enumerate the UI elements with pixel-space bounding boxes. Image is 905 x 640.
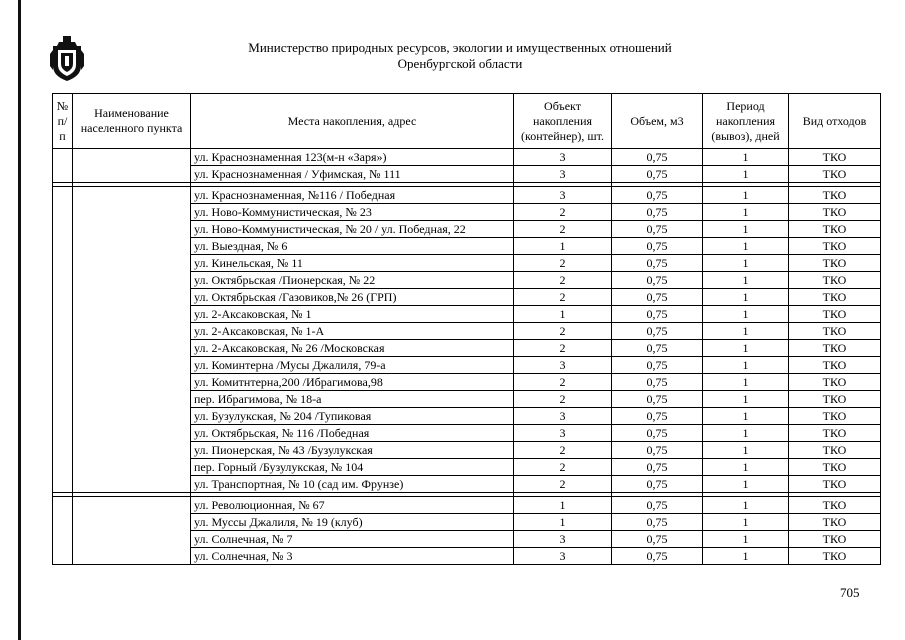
header-volume: Объем, м3 xyxy=(612,94,703,149)
period-cell: 1 xyxy=(703,255,789,272)
waste-type-cell: ТКО xyxy=(789,391,881,408)
period-cell: 1 xyxy=(703,548,789,565)
address-cell: ул. Ново-Коммунистическая, № 23 xyxy=(191,204,514,221)
header-settlement: Наименование населенного пункта xyxy=(73,94,191,149)
period-cell: 1 xyxy=(703,459,789,476)
period-cell: 1 xyxy=(703,531,789,548)
volume-cell: 0,75 xyxy=(612,306,703,323)
volume-cell: 0,75 xyxy=(612,204,703,221)
period-cell: 1 xyxy=(703,497,789,514)
volume-cell: 0,75 xyxy=(612,166,703,183)
waste-type-cell: ТКО xyxy=(789,255,881,272)
table-body xyxy=(53,149,881,565)
containers-cell: 3 xyxy=(514,425,612,442)
table-row xyxy=(53,149,881,166)
volume-cell: 0,75 xyxy=(612,408,703,425)
address-cell: ул. 2-Аксаковская, № 1-А xyxy=(191,323,514,340)
address-cell: ул. Революционная, № 67 xyxy=(191,497,514,514)
waste-sites-table xyxy=(52,93,881,565)
volume-cell: 0,75 xyxy=(612,340,703,357)
waste-type-cell: ТКО xyxy=(789,497,881,514)
containers-cell: 2 xyxy=(514,442,612,459)
waste-type-cell: ТКО xyxy=(789,306,881,323)
header-line-2: Оренбургской области xyxy=(397,56,523,71)
volume-cell: 0,75 xyxy=(612,255,703,272)
address-cell: ул. Пионерская, № 43 /Бузулукская xyxy=(191,442,514,459)
period-cell: 1 xyxy=(703,187,789,204)
waste-type-cell: ТКО xyxy=(789,374,881,391)
period-cell: 1 xyxy=(703,166,789,183)
containers-cell: 3 xyxy=(514,166,612,183)
period-cell: 1 xyxy=(703,374,789,391)
containers-cell: 2 xyxy=(514,272,612,289)
table-header-row xyxy=(53,94,881,149)
waste-type-cell: ТКО xyxy=(789,476,881,493)
waste-type-cell: ТКО xyxy=(789,323,881,340)
address-cell: ул. Комитнтерна,200 /Ибрагимова,98 xyxy=(191,374,514,391)
period-cell: 1 xyxy=(703,476,789,493)
waste-type-cell: ТКО xyxy=(789,531,881,548)
address-cell: ул. Коминтерна /Мусы Джалиля, 79-а xyxy=(191,357,514,374)
period-cell: 1 xyxy=(703,514,789,531)
volume-cell: 0,75 xyxy=(612,221,703,238)
period-cell: 1 xyxy=(703,306,789,323)
settlement-cell xyxy=(73,149,191,183)
address-cell: ул. Солнечная, № 3 xyxy=(191,548,514,565)
containers-cell: 2 xyxy=(514,323,612,340)
address-cell: ул. Солнечная, № 7 xyxy=(191,531,514,548)
header-line-1: Министерство природных ресурсов, экологии и имущественных отношений xyxy=(248,40,672,55)
volume-cell: 0,75 xyxy=(612,323,703,340)
containers-cell: 1 xyxy=(514,514,612,531)
page-number: 705 xyxy=(840,585,860,600)
period-cell: 1 xyxy=(703,442,789,459)
waste-type-cell: ТКО xyxy=(789,340,881,357)
waste-type-cell: ТКО xyxy=(789,272,881,289)
address-cell: пер. Ибрагимова, № 18-а xyxy=(191,391,514,408)
orenburg-coat-of-arms-icon xyxy=(50,36,84,82)
period-cell: 1 xyxy=(703,149,789,166)
containers-cell: 2 xyxy=(514,459,612,476)
waste-type-cell: ТКО xyxy=(789,357,881,374)
waste-type-cell: ТКО xyxy=(789,514,881,531)
waste-sites-table-wrapper xyxy=(52,93,880,565)
volume-cell: 0,75 xyxy=(612,374,703,391)
address-cell: ул. Бузулукская, № 204 /Тупиковая xyxy=(191,408,514,425)
containers-cell: 2 xyxy=(514,289,612,306)
waste-type-cell: ТКО xyxy=(789,289,881,306)
waste-type-cell: ТКО xyxy=(789,221,881,238)
volume-cell: 0,75 xyxy=(612,442,703,459)
address-cell: ул. Ново-Коммунистическая, № 20 / ул. Победная, 22 xyxy=(191,221,514,238)
volume-cell: 0,75 xyxy=(612,548,703,565)
volume-cell: 0,75 xyxy=(612,357,703,374)
volume-cell: 0,75 xyxy=(612,187,703,204)
address-cell: ул. Краснознаменная / Уфимская, № 111 xyxy=(191,166,514,183)
containers-cell: 2 xyxy=(514,391,612,408)
period-cell: 1 xyxy=(703,323,789,340)
address-cell: ул. Транспортная, № 10 (сад им. Фрунзе) xyxy=(191,476,514,493)
containers-cell: 3 xyxy=(514,149,612,166)
address-cell: ул. 2-Аксаковская, № 1 xyxy=(191,306,514,323)
document-header xyxy=(150,40,770,72)
address-cell: ул. Октябрьская /Газовиков,№ 26 (ГРП) xyxy=(191,289,514,306)
header-period: Период накопления (вывоз), дней xyxy=(703,94,789,149)
period-cell: 1 xyxy=(703,221,789,238)
address-cell: ул. Выездная, № 6 xyxy=(191,238,514,255)
waste-type-cell: ТКО xyxy=(789,204,881,221)
volume-cell: 0,75 xyxy=(612,459,703,476)
header-num: № п/п xyxy=(53,94,73,149)
volume-cell: 0,75 xyxy=(612,476,703,493)
containers-cell: 2 xyxy=(514,476,612,493)
waste-type-cell: ТКО xyxy=(789,166,881,183)
settlement-cell xyxy=(73,187,191,493)
volume-cell: 0,75 xyxy=(612,272,703,289)
period-cell: 1 xyxy=(703,238,789,255)
period-cell: 1 xyxy=(703,391,789,408)
waste-type-cell: ТКО xyxy=(789,187,881,204)
volume-cell: 0,75 xyxy=(612,289,703,306)
address-cell: ул. Краснознаменная 123(м-н «Заря») xyxy=(191,149,514,166)
header-waste-type: Вид отходов xyxy=(789,94,881,149)
waste-type-cell: ТКО xyxy=(789,442,881,459)
waste-type-cell: ТКО xyxy=(789,425,881,442)
volume-cell: 0,75 xyxy=(612,514,703,531)
address-cell: ул. Краснознаменная, №116 / Победная xyxy=(191,187,514,204)
containers-cell: 2 xyxy=(514,204,612,221)
containers-cell: 3 xyxy=(514,357,612,374)
waste-type-cell: ТКО xyxy=(789,408,881,425)
containers-cell: 1 xyxy=(514,238,612,255)
period-cell: 1 xyxy=(703,425,789,442)
waste-type-cell: ТКО xyxy=(789,459,881,476)
period-cell: 1 xyxy=(703,204,789,221)
address-cell: пер. Горный /Бузулукская, № 104 xyxy=(191,459,514,476)
header-containers: Объект накопления (контейнер), шт. xyxy=(514,94,612,149)
containers-cell: 1 xyxy=(514,306,612,323)
containers-cell: 2 xyxy=(514,255,612,272)
containers-cell: 3 xyxy=(514,548,612,565)
period-cell: 1 xyxy=(703,357,789,374)
volume-cell: 0,75 xyxy=(612,149,703,166)
volume-cell: 0,75 xyxy=(612,497,703,514)
volume-cell: 0,75 xyxy=(612,425,703,442)
containers-cell: 3 xyxy=(514,408,612,425)
containers-cell: 2 xyxy=(514,374,612,391)
volume-cell: 0,75 xyxy=(612,238,703,255)
address-cell: ул. Кинельская, № 11 xyxy=(191,255,514,272)
period-cell: 1 xyxy=(703,272,789,289)
period-cell: 1 xyxy=(703,408,789,425)
table-row xyxy=(53,497,881,514)
address-cell: ул. Октябрьская /Пионерская, № 22 xyxy=(191,272,514,289)
volume-cell: 0,75 xyxy=(612,391,703,408)
address-cell: ул. 2-Аксаковская, № 26 /Московская xyxy=(191,340,514,357)
containers-cell: 2 xyxy=(514,221,612,238)
num-cell xyxy=(53,149,73,183)
binding-line xyxy=(18,0,21,640)
containers-cell: 3 xyxy=(514,531,612,548)
containers-cell: 3 xyxy=(514,187,612,204)
containers-cell: 2 xyxy=(514,340,612,357)
table-row xyxy=(53,187,881,204)
period-cell: 1 xyxy=(703,340,789,357)
waste-type-cell: ТКО xyxy=(789,238,881,255)
address-cell: ул. Октябрьская, № 116 /Победная xyxy=(191,425,514,442)
waste-type-cell: ТКО xyxy=(789,548,881,565)
header-address: Места накопления, адрес xyxy=(191,94,514,149)
settlement-cell xyxy=(73,497,191,565)
containers-cell: 1 xyxy=(514,497,612,514)
volume-cell: 0,75 xyxy=(612,531,703,548)
waste-type-cell: ТКО xyxy=(789,149,881,166)
num-cell xyxy=(53,497,73,565)
num-cell xyxy=(53,187,73,493)
address-cell: ул. Муссы Джалиля, № 19 (клуб) xyxy=(191,514,514,531)
period-cell: 1 xyxy=(703,289,789,306)
